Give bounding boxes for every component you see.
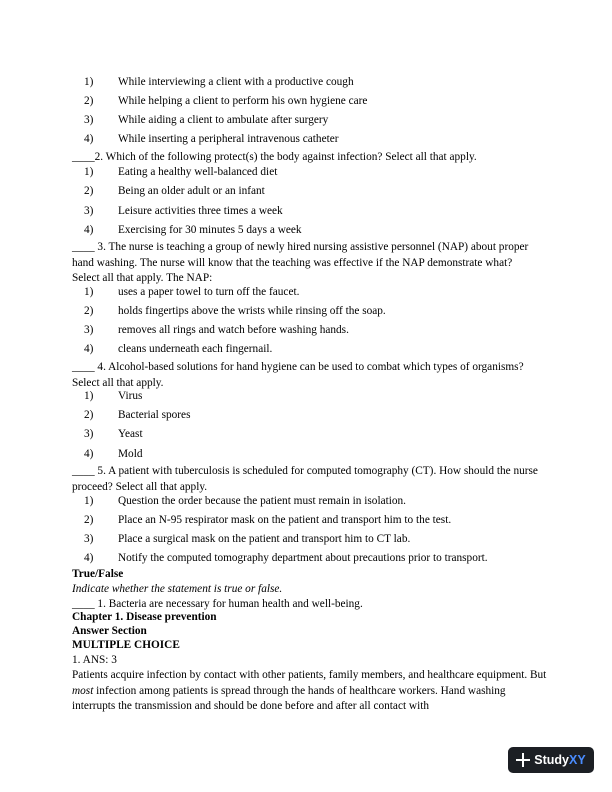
q5-option-3: 3) Place a surgical mask on the patient and transport him to CT lab. — [84, 533, 411, 545]
q2-option-2: 2) Being an older adult or an infant — [84, 185, 265, 197]
q1-option-2: 2) While helping a client to perform his own hygiene care — [84, 95, 368, 107]
true-false-heading: True/False — [72, 568, 124, 580]
q2-option-1: 1) Eating a healthy well-balanced diet — [84, 166, 278, 178]
rationale-1: Patients acquire infection by contact with other patients, family members, and healthcare equipment. But most infection among patients is spread through the hands of healthcare workers. Hand washing interrupts the transmission and should be done before and after all contact with — [72, 669, 547, 712]
q4-option-1: 1) Virus — [84, 390, 143, 402]
q3-option-1: 1) uses a paper towel to turn off the faucet. — [84, 286, 300, 298]
q4-option-4: 4) Mold — [84, 448, 143, 460]
q2-option-4: 4) Exercising for 30 minutes 5 days a week — [84, 224, 302, 236]
q3-option-2: 2) holds fingertips above the wrists while rinsing off the soap. — [84, 305, 386, 317]
question-4: ____ 4. Alcohol-based solutions for hand hygiene can be used to combat which types of organisms? Select all that apply. — [72, 361, 524, 389]
chapter-title: Chapter 1. Disease prevention — [72, 611, 217, 623]
q4-option-2: 2) Bacterial spores — [84, 409, 191, 421]
answer-1: 1. ANS: 3 — [72, 654, 117, 666]
answer-section-heading: Answer Section — [72, 625, 147, 637]
q3-option-4: 4) cleans underneath each fingernail. — [84, 343, 273, 355]
true-false-question-1: ____ 1. Bacteria are necessary for human health and well-being. — [72, 598, 363, 610]
q2-option-3: 3) Leisure activities three times a week — [84, 205, 283, 217]
question-3: ____ 3. The nurse is teaching a group of newly hired nursing assistive personnel (NAP) about proper hand washing. The nurse will know that the teaching was effective if the NAP demonstrate what? Select all that apply. The NAP: — [72, 241, 529, 284]
plus-icon — [516, 753, 530, 767]
q5-option-2: 2) Place an N-95 respirator mask on the patient and transport him to the test. — [84, 514, 452, 526]
q5-option-4: 4) Notify the computed tomography department about precautions prior to transport. — [84, 552, 488, 564]
q1-option-1: 1) While interviewing a client with a productive cough — [84, 76, 354, 88]
q1-option-4: 4) While inserting a peripheral intravenous catheter — [84, 133, 339, 145]
multiple-choice-heading: MULTIPLE CHOICE — [72, 639, 180, 651]
studyxy-badge[interactable] — [508, 747, 594, 773]
question-2: ____2. Which of the following protect(s) the body against infection? Select all that apply. — [72, 151, 477, 163]
brand-name: StudyXY — [534, 753, 586, 767]
q1-option-3: 3) While aiding a client to ambulate after surgery — [84, 114, 329, 126]
q4-option-3: 3) Yeast — [84, 428, 143, 440]
q3-option-3: 3) removes all rings and watch before washing hands. — [84, 324, 349, 336]
true-false-instruction: Indicate whether the statement is true or false. — [72, 583, 283, 595]
q5-option-1: 1) Question the order because the patient must remain in isolation. — [84, 495, 406, 507]
question-5: ____ 5. A patient with tuberculosis is scheduled for computed tomography (CT). How should the nurse proceed? Select all that apply. — [72, 465, 538, 493]
